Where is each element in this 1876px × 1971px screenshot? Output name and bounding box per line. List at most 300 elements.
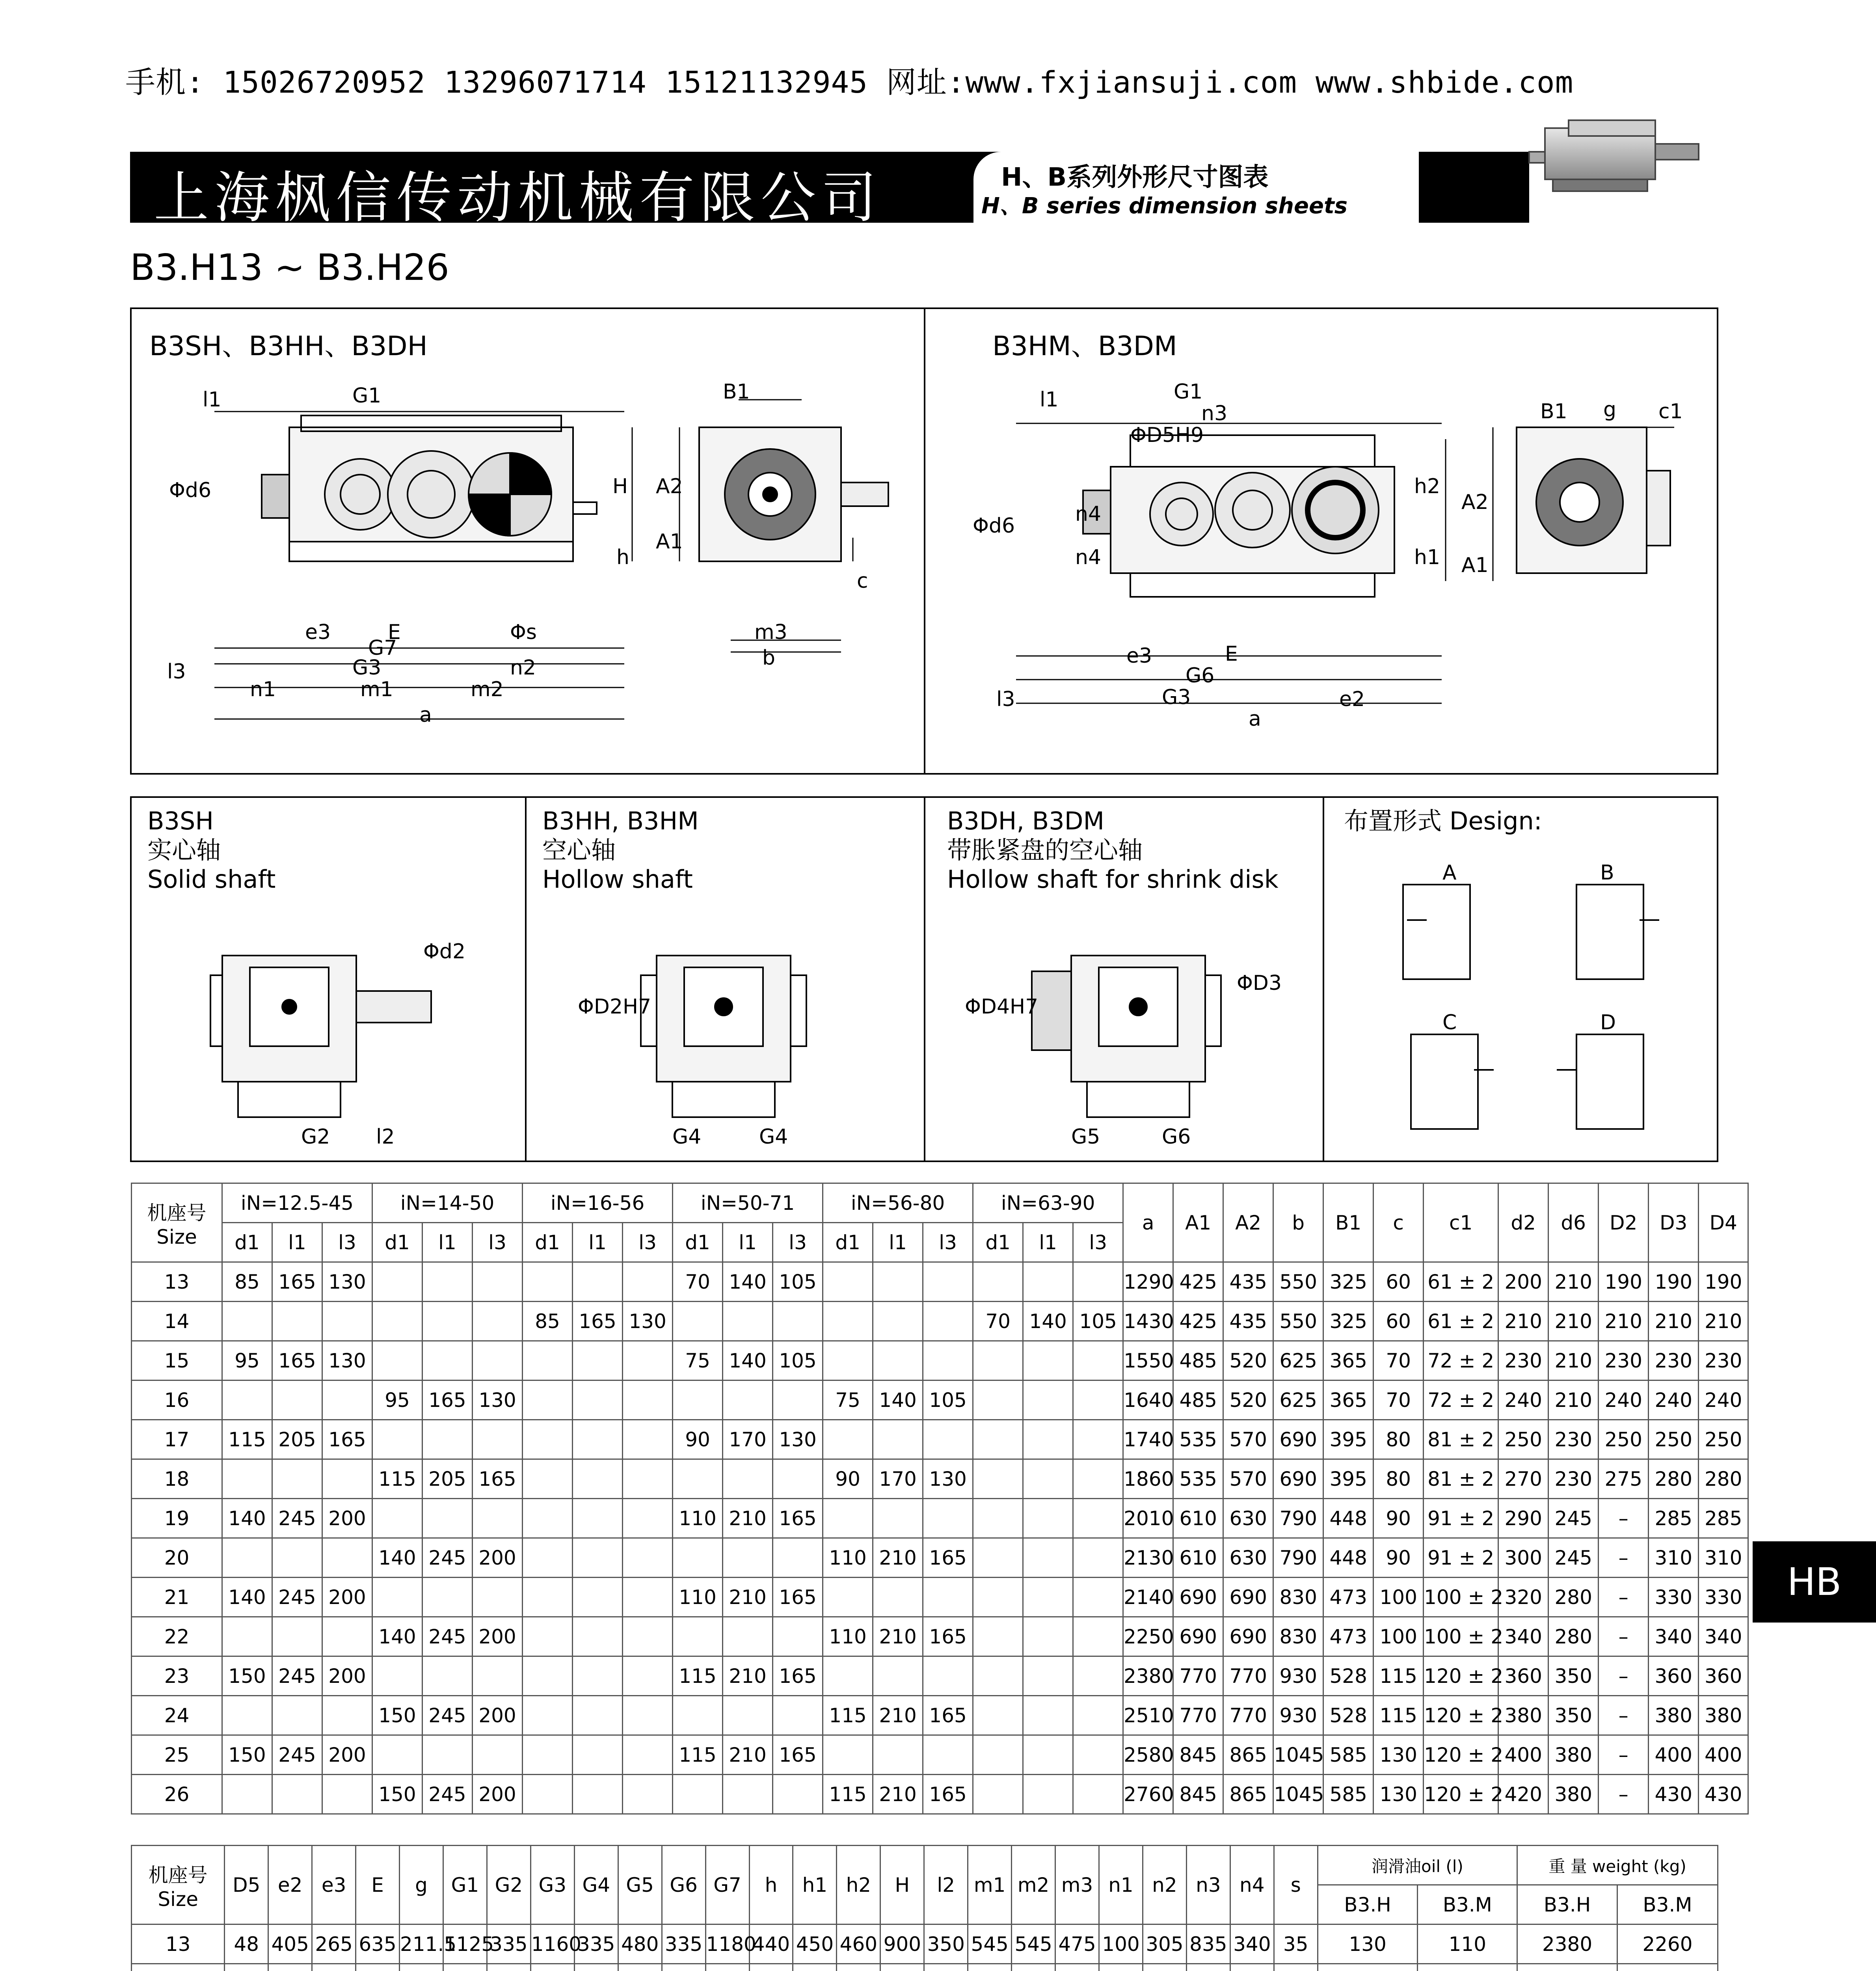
table-cell: 100 [1374,1617,1424,1656]
table-cell: 165 [923,1696,973,1735]
table-cell [1186,1964,1230,1971]
column-header: G4 [574,1846,618,1924]
table-cell: 165 [573,1302,623,1341]
table-cell: 48 [225,1924,268,1964]
table-cell [322,1380,372,1420]
table-cell [1318,1964,1418,1971]
table-cell: 165 [322,1420,372,1459]
table-cell: 70 [673,1262,723,1302]
table-cell: 210 [873,1617,923,1656]
table-cell [880,1964,924,1971]
table-cell [673,1380,723,1420]
table-cell [322,1538,372,1578]
table-cell: 245 [422,1617,473,1656]
table-cell: 450 [793,1924,837,1964]
table-cell [749,1964,793,1971]
table-cell: 473 [1323,1578,1374,1617]
column-header: h2 [837,1846,880,1924]
column-header: G7 [705,1846,749,1924]
size-header [132,1183,222,1262]
table-cell: 1290 [1123,1262,1173,1302]
table-cell [923,1262,973,1302]
sub-column-header: l3 [773,1223,823,1262]
table-cell: 1045 [1273,1775,1323,1814]
table-cell [573,1617,623,1656]
sub-column-header: d1 [222,1223,272,1262]
table-cell: 245 [272,1656,322,1696]
table-cell: 190 [1649,1262,1699,1302]
table-cell: 395 [1323,1420,1374,1459]
table-cell: 845 [1173,1775,1223,1814]
table-row [132,1656,1748,1696]
table-cell [573,1262,623,1302]
table-cell: 75 [673,1341,723,1380]
table-cell: 24 [132,1696,222,1735]
table-cell [372,1578,422,1617]
table-cell: – [1599,1735,1649,1775]
table-cell: 16 [132,1380,222,1420]
table-cell [1073,1420,1123,1459]
table-cell: 448 [1323,1538,1374,1578]
table-cell [523,1538,573,1578]
table-cell: 60 [1374,1302,1424,1341]
table-cell: 72 ± 2 [1424,1341,1498,1380]
column-header: a [1123,1183,1173,1262]
table-cell: 365 [1323,1380,1374,1420]
table-cell: 200 [473,1696,523,1735]
table-cell [422,1656,473,1696]
table-cell [573,1420,623,1459]
table-cell [873,1735,923,1775]
table-cell [973,1578,1023,1617]
table-cell: 205 [422,1459,473,1499]
column-header: c1 [1424,1183,1498,1262]
column-header: h1 [793,1846,837,1924]
table-cell [400,1964,443,1971]
table-cell: 130 [1374,1775,1424,1814]
table-cell [573,1656,623,1696]
column-header: G1 [443,1846,487,1924]
table-cell: 165 [773,1656,823,1696]
table-cell: 2140 [1123,1578,1173,1617]
table-cell [222,1617,272,1656]
table-cell [272,1775,322,1814]
table-cell: 335 [574,1924,618,1964]
table-cell: 770 [1173,1696,1223,1735]
table-cell: 115 [673,1735,723,1775]
table-cell [1517,1964,1617,1971]
table-cell: 845 [1173,1735,1223,1775]
table-cell [487,1964,530,1971]
shaft-panel-solid: B3SH 实心轴 Solid shaft Φd2 G2 l2 [130,796,527,1162]
table-cell: – [1599,1578,1649,1617]
table-cell: 550 [1273,1262,1323,1302]
table-cell: 100 ± 2 [1424,1617,1498,1656]
column-header: s [1274,1846,1318,1924]
table-cell [1073,1617,1123,1656]
table-cell [222,1302,272,1341]
table-cell: 130 [1374,1735,1424,1775]
table-cell [1230,1964,1274,1971]
table-cell: 690 [1223,1578,1273,1617]
table-cell: 245 [422,1696,473,1735]
table-cell: 380 [1699,1696,1748,1735]
table-cell: 630 [1223,1538,1273,1578]
table-cell [523,1499,573,1538]
table-cell: 400 [1649,1735,1699,1775]
table-cell [873,1341,923,1380]
table-cell: 140 [372,1617,422,1656]
table-cell: 245 [1548,1499,1599,1538]
table-cell [923,1341,973,1380]
sub-column-header: B3.M [1418,1885,1517,1924]
table-cell: 165 [272,1341,322,1380]
column-header: G6 [662,1846,705,1924]
table-cell [1023,1656,1073,1696]
table-cell [523,1696,573,1735]
table-cell: 115 [1374,1696,1424,1735]
table-cell [268,1964,312,1971]
table-cell: 130 [1318,1924,1418,1964]
table-cell [1617,1964,1718,1971]
table-cell: 18 [132,1459,222,1499]
table-cell [1143,1964,1186,1971]
table-cell: 245 [272,1735,322,1775]
table-cell: 120 ± 2 [1424,1775,1498,1814]
table-cell [523,1617,573,1656]
table-cell: 305 [1143,1924,1186,1964]
table-cell [723,1775,773,1814]
table-cell: – [1599,1656,1649,1696]
table-cell: 340 [1230,1924,1274,1964]
table-cell: 140 [873,1380,923,1420]
table-cell: 690 [1273,1420,1323,1459]
table-cell: 630 [1223,1499,1273,1538]
table-cell: 435 [1223,1302,1273,1341]
table-cell: 2380 [1517,1924,1617,1964]
table-cell [673,1302,723,1341]
table-cell: 325 [1323,1302,1374,1341]
sub-column-header: l3 [923,1223,973,1262]
table-cell: 690 [1273,1459,1323,1499]
table-cell [573,1459,623,1499]
table-cell: 19 [132,1499,222,1538]
table-cell: 690 [1173,1578,1223,1617]
table-cell: 245 [422,1538,473,1578]
table-cell: 61 ± 2 [1424,1302,1498,1341]
table-cell: 211.5 [400,1924,443,1964]
table-cell [222,1380,272,1420]
table-cell [1023,1262,1073,1302]
table-cell [723,1617,773,1656]
shaft-cn-shrink: 带胀紧盘的空心轴 [947,836,1143,864]
table-cell [923,1302,973,1341]
table-cell: 2510 [1123,1696,1173,1735]
table-cell: 250 [1599,1420,1649,1459]
table-cell: 425 [1173,1262,1223,1302]
table-cell: 115 [1374,1656,1424,1696]
table-cell: 570 [1223,1459,1273,1499]
table-cell [723,1538,773,1578]
size-header-cn: 机座号 [148,1863,208,1887]
table-cell: 200 [322,1656,372,1696]
gearbox-product-image [1529,112,1703,199]
table-cell: 140 [222,1578,272,1617]
table-cell: 130 [322,1262,372,1302]
solid-shaft-drawing [132,798,526,1161]
column-header: E [356,1846,400,1924]
table-cell: 1180 [705,1924,749,1964]
table-cell: 1125 [443,1924,487,1964]
table-cell: 110 [1418,1924,1517,1964]
table-cell [1073,1262,1123,1302]
column-header: h [749,1846,793,1924]
table-cell [923,1499,973,1538]
table-cell: 80 [1374,1420,1424,1459]
table-cell: 405 [268,1924,312,1964]
table-cell: 485 [1173,1341,1223,1380]
table-cell [1023,1775,1073,1814]
table-cell: 1860 [1123,1459,1173,1499]
column-header: D3 [1649,1183,1699,1262]
table-cell: 425 [1173,1302,1223,1341]
table-cell [1023,1459,1073,1499]
table-cell [623,1420,673,1459]
table-cell: 770 [1223,1656,1273,1696]
column-header: g [400,1846,443,1924]
drawing-title-left: B3SH、B3HH、B3DH [149,331,428,362]
table-cell [473,1656,523,1696]
table-cell: 865 [1223,1735,1273,1775]
column-header: D4 [1699,1183,1748,1262]
table-cell: 14 [132,1302,222,1341]
table-cell: 230 [1548,1459,1599,1499]
table-cell [823,1341,873,1380]
sub-column-header: l3 [1073,1223,1123,1262]
table-cell: 210 [873,1538,923,1578]
table-cell: 440 [749,1924,793,1964]
table-row [132,1459,1748,1499]
column-header: d2 [1498,1183,1548,1262]
table-cell [1023,1341,1073,1380]
table-cell: 585 [1323,1735,1374,1775]
table-cell: – [1599,1499,1649,1538]
table-cell [422,1341,473,1380]
table-cell [837,1964,880,1971]
oil-header: 润滑油oil (l) [1318,1846,1517,1885]
table-cell: 420 [1498,1775,1548,1814]
table-cell [222,1696,272,1735]
column-header: d6 [1548,1183,1599,1262]
table-cell [973,1538,1023,1578]
table-cell: 2580 [1123,1735,1173,1775]
table-cell: 205 [272,1420,322,1459]
company-name: 上海枫信传动机械有限公司 [154,166,882,230]
table-cell [1023,1538,1073,1578]
table-cell: 2760 [1123,1775,1173,1814]
table-cell [523,1262,573,1302]
table-cell: 100 [1099,1924,1143,1964]
table-cell [793,1964,837,1971]
table-cell: 360 [1498,1656,1548,1696]
shaft-panel-shrink-disk: B3DH, B3DM 带胀紧盘的空心轴 Hollow shaft for shrink disk ΦD4H7 ΦD3 G5 G6 [924,796,1324,1162]
column-header: A1 [1173,1183,1223,1262]
table-cell: 200 [1498,1262,1548,1302]
table-cell: 550 [1273,1302,1323,1341]
drawing-title-right: B3HM、B3DM [992,331,1177,362]
table-cell [623,1578,673,1617]
table-cell [1055,1964,1099,1971]
table-cell [973,1735,1023,1775]
table-cell: 140 [372,1538,422,1578]
table-cell: 130 [623,1302,673,1341]
table-cell: 70 [973,1302,1023,1341]
table-cell: 528 [1323,1656,1374,1696]
table-cell: 60 [1374,1262,1424,1302]
table-cell: 210 [723,1499,773,1538]
sub-column-header: B3.H [1318,1885,1418,1924]
hollow-shaft-drawing [527,798,925,1161]
design-letter-b: B [1600,861,1614,885]
table-cell: 210 [1548,1341,1599,1380]
table-cell: 585 [1323,1775,1374,1814]
table-cell: 90 [823,1459,873,1499]
table-cell: 165 [773,1499,823,1538]
table-cell: 485 [1173,1380,1223,1420]
table-cell: 140 [723,1262,773,1302]
sub-column-header: B3.M [1617,1885,1718,1924]
table-cell: 290 [1498,1499,1548,1538]
table-cell: 240 [1498,1380,1548,1420]
table-cell [623,1538,673,1578]
column-header: D2 [1599,1183,1649,1262]
table-cell [473,1578,523,1617]
series-title-cn: H、B系列外形尺寸图表 [1001,163,1269,192]
table-cell [132,1964,225,1971]
table-cell [623,1499,673,1538]
shaft-cn-solid: 实心轴 [147,836,221,864]
table-cell: 280 [1548,1617,1599,1656]
table-cell [923,1656,973,1696]
table-cell [225,1964,268,1971]
table-cell: 22 [132,1617,222,1656]
table-cell: 210 [873,1696,923,1735]
table-cell [422,1578,473,1617]
table-cell [823,1262,873,1302]
table-cell [973,1617,1023,1656]
table-cell [222,1538,272,1578]
table-cell: 210 [1548,1262,1599,1302]
table-cell: 1160 [530,1924,574,1964]
table-cell: 230 [1498,1341,1548,1380]
column-header: B1 [1323,1183,1374,1262]
shaft-code-shrink: B3DH, B3DM [947,807,1104,835]
table-cell: 2380 [1123,1656,1173,1696]
table-cell: 110 [823,1538,873,1578]
table-cell: 340 [1498,1617,1548,1656]
table-cell: 140 [723,1341,773,1380]
table-cell: 165 [923,1538,973,1578]
table-cell: 475 [1055,1924,1099,1964]
table-cell [923,1578,973,1617]
table-cell: 2260 [1617,1924,1718,1964]
table-cell [873,1302,923,1341]
table-cell: 610 [1173,1538,1223,1578]
column-header: D5 [225,1846,268,1924]
table-cell: 70 [1374,1380,1424,1420]
table-cell: 2130 [1123,1538,1173,1578]
table-cell [1073,1538,1123,1578]
column-header: e3 [312,1846,356,1924]
table-cell [623,1617,673,1656]
table-cell [1023,1380,1073,1420]
table-cell [372,1302,422,1341]
table-cell: 240 [1649,1380,1699,1420]
dimension-table-1 [131,1183,1749,1815]
table-cell: 130 [473,1380,523,1420]
table-row [132,1302,1748,1341]
column-header: b [1273,1183,1323,1262]
table-cell: 245 [1548,1538,1599,1578]
table-cell [322,1617,372,1656]
table-cell [705,1964,749,1971]
table-cell: 930 [1273,1696,1323,1735]
table-cell: 70 [1374,1341,1424,1380]
table-cell [523,1459,573,1499]
table-cell [443,1964,487,1971]
table-cell [623,1262,673,1302]
table-cell [924,1964,968,1971]
table-cell: 245 [422,1775,473,1814]
shaft-cn-hollow: 空心轴 [542,836,616,864]
table-cell [473,1262,523,1302]
table-row [132,1538,1748,1578]
table-cell [723,1380,773,1420]
table-cell: 105 [773,1341,823,1380]
table-cell: 140 [1023,1302,1073,1341]
table-cell [873,1656,923,1696]
table-cell [923,1735,973,1775]
table-cell: 190 [1599,1262,1649,1302]
table-row [132,1341,1748,1380]
table-row [132,1380,1748,1420]
table-cell: 80 [1374,1459,1424,1499]
table-cell: 520 [1223,1341,1273,1380]
table-cell [1073,1459,1123,1499]
ratio-group-header: iN=50-71 [673,1183,823,1223]
table-cell [473,1302,523,1341]
table-cell: 115 [222,1420,272,1459]
table-cell: 835 [1186,1924,1230,1964]
table-cell: 380 [1649,1696,1699,1735]
sub-column-header: d1 [973,1223,1023,1262]
table-cell: 90 [1374,1499,1424,1538]
shaft-en-solid: Solid shaft [147,865,276,894]
table-cell: 285 [1649,1499,1699,1538]
table-cell [623,1656,673,1696]
table-cell: 25 [132,1735,222,1775]
table-cell [574,1964,618,1971]
table-cell: 230 [1548,1420,1599,1459]
table-cell: 285 [1699,1499,1748,1538]
table-cell: 170 [723,1420,773,1459]
table-cell [873,1262,923,1302]
column-header: m3 [1055,1846,1099,1924]
table-cell [1073,1735,1123,1775]
table-cell [873,1578,923,1617]
table-cell: 400 [1498,1735,1548,1775]
size-header-cn: 机座号 [147,1201,207,1224]
